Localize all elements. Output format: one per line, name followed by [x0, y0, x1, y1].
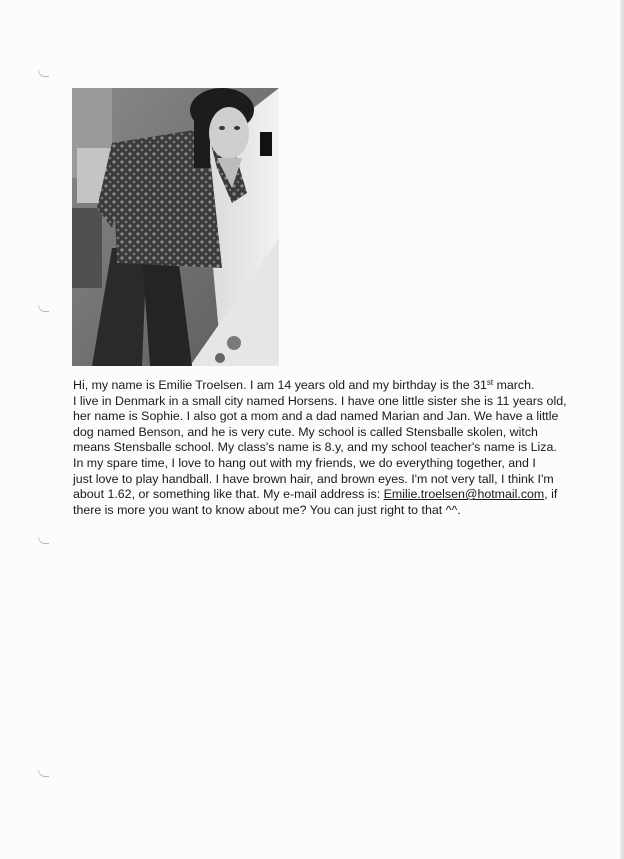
text-line: her name is Sophie. I also got a mom and a dad named Marian and Jan. We have a little	[73, 409, 559, 424]
binder-mark	[38, 70, 49, 77]
binder-mark	[38, 770, 49, 777]
selfie-photo	[72, 88, 279, 366]
intro-text	[73, 378, 567, 518]
text-line: just love to play handball. I have brown hair, and brown eyes. I'm not very tall, I think I'm	[73, 471, 554, 486]
binder-mark	[38, 305, 49, 312]
photo-illustration	[72, 88, 279, 366]
page-edge	[620, 0, 624, 859]
text-line: I live in Denmark in a small city named Horsens. I have one little sister she is 11 years old,	[73, 393, 567, 408]
text-line: dog named Benson, and he is very cute. My school is called Stensballe skolen, witch	[73, 424, 538, 439]
text-line: there is more you want to know about me? You can just right to that ^^.	[73, 502, 461, 517]
text-line: about 1.62, or something like that. My e-mail address is: Emilie.troelsen@hotmail.com, if	[73, 487, 558, 502]
text-line: In my spare time, I love to hang out with my friends, we do everything together, and I	[73, 455, 536, 470]
text-line: Hi, my name is Emilie Troelsen. I am 14 years old and my birthday is the 31st march.	[73, 378, 535, 392]
text-line: means Stensballe school. My class's name is 8.y, and my school teacher's name is Liza.	[73, 440, 557, 455]
email-link[interactable]: Emilie.troelsen@hotmail.com	[383, 487, 545, 502]
binder-mark	[38, 537, 49, 544]
